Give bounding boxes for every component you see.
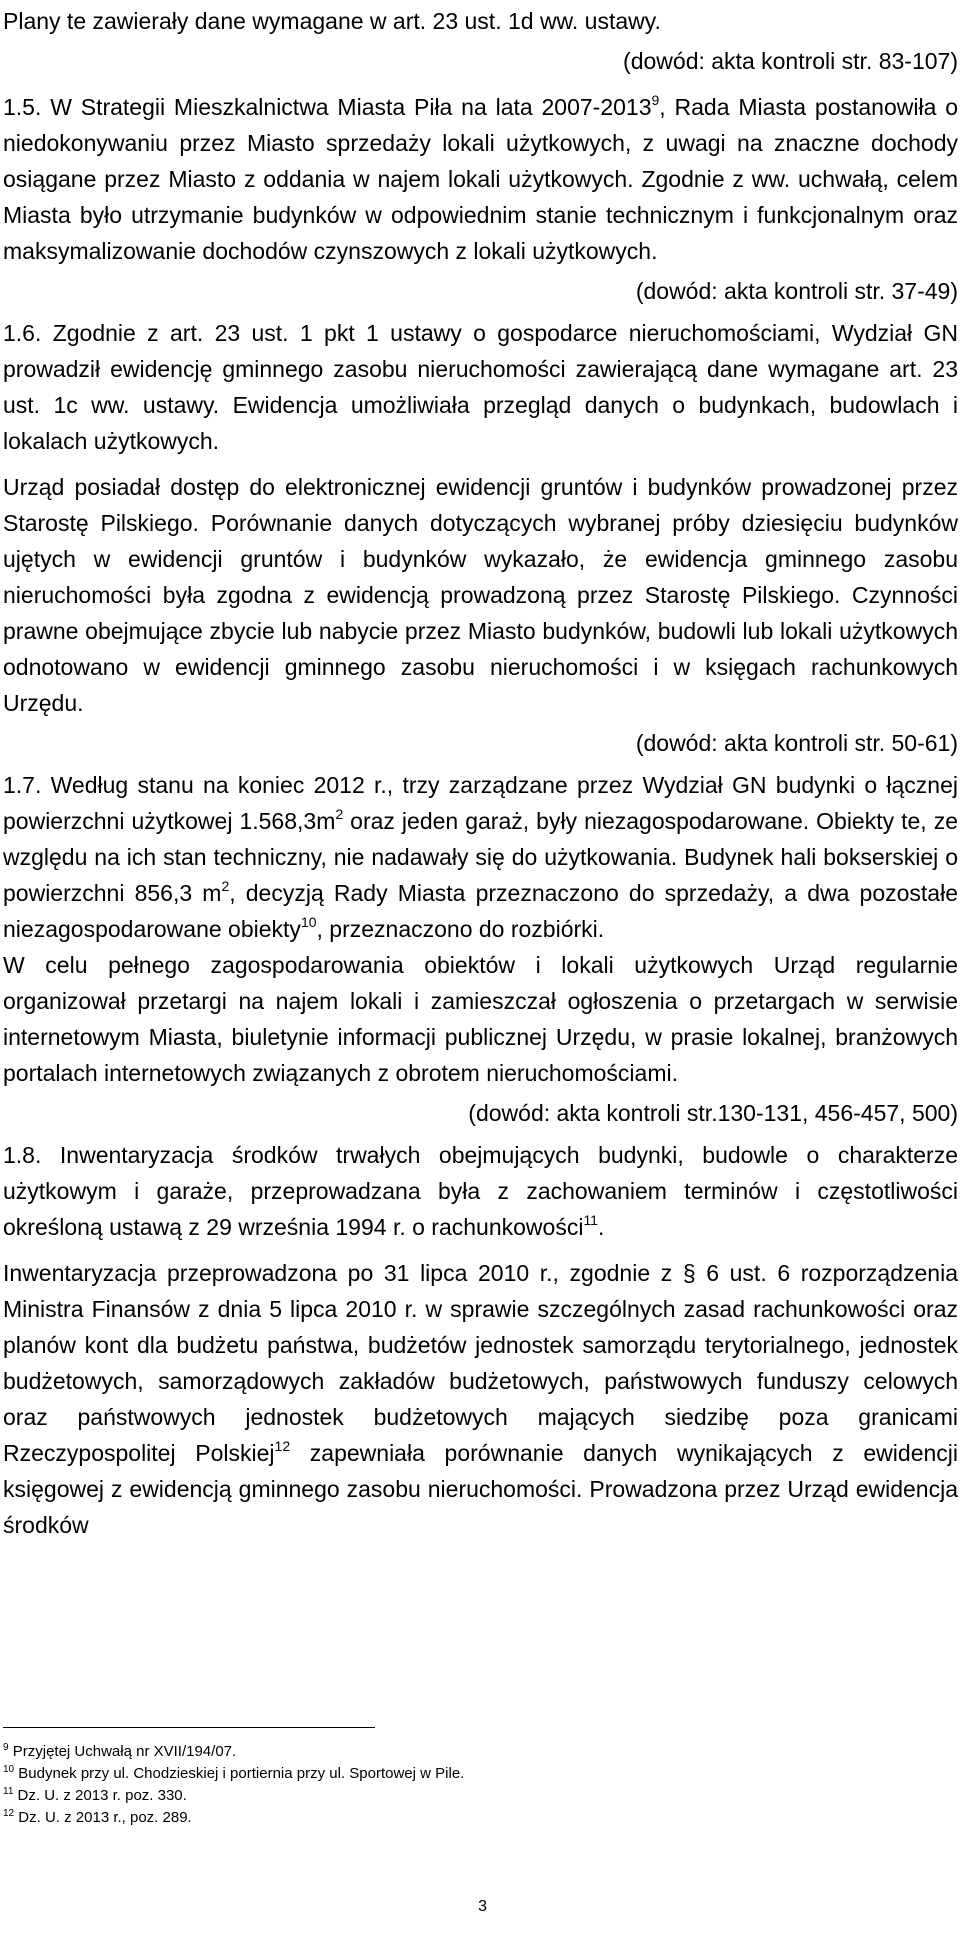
footnote-ref: 11 [583, 1212, 598, 1229]
footnote-ref: 10 [300, 914, 317, 931]
footnote-separator [3, 1727, 375, 1728]
page-number: 3 [478, 1898, 487, 1915]
paragraph-inventory: Inwentaryzacja przeprowadzona po 31 lipca 2010 r., zgodnie z § 6 ust. 6 rozporządzenia Ministra Finansów z dnia 5 lipca 2010 r. w sprawie szczególnych zasad rachunkowości oraz planów kont dla budżetu państwa, budżetów jednostek samorządu terytorialnego, jednostek budżetowych, samorządowych zakładów budżetowych, państwowych funduszy celowych oraz państwowych jednostek budżetowych mających siedzibę poza granicami Rzeczypospolitej Polskiej$^{12}$ zapewniała porównanie danych wynikających z ewidencji księgowej z ewidencją gminnego zasobu nieruchomości. Prowadzona przez Urząd ewidencja środków [3, 1260, 958, 1538]
document-body [3, 3, 958, 1543]
evidence-ref: (dowód: akta kontroli str. 83-107) [623, 48, 958, 74]
evidence-ref: (dowód: akta kontroli str.130-131, 456-457, 500) [468, 1100, 958, 1126]
paragraph-registry: Urząd posiadał dostęp do elektronicznej ewidencji gruntów i budynków prowadzonej przez Starostę Pilskiego. Porównanie danych dotyczących wybranej próby dziesięciu budynków ujętych w ewidencji gruntów i budynków wykazało, że ewidencja gminnego zasobu nieruchomości była zgodna z ewidencją prowadzoną przez Starostę Pilskiego. Czynności prawne obejmujące zbycie lub nabycie przez Miasto budynków, budowli lub lokali użytkowych odnotowano w ewidencji gminnego zasobu nieruchomości i w księgach rachunkowych Urzędu. [3, 474, 958, 716]
footnote-item: $^{12}$ Dz. U. z 2013 r., poz. 289. [3, 1808, 192, 1826]
paragraph-1-8: 1.8. Inwentaryzacja środków trwałych obejmujących budynki, budowle o charakterze użytkowym i garaże, przeprowadzana była z zachowaniem terminów i częstotliwości określoną ustawą z 29 września 1994 r. o rachunkowości$^{11}$. [3, 1142, 958, 1240]
paragraph-1-5: 1.5. W Strategii Mieszkalnictwa Miasta Piła na lata 2007-2013$^9$, Rada Miasta postanowiła o niedokonywaniu przez Miasto sprzedaży lokali użytkowych, z uwagi na znaczne dochody osiągane przez Miasto z oddania w najem lokali użytkowych. Zgodnie z ww. uchwałą, celem Miasta było utrzymanie budynków w odpowiednim stanie technicznym i funkcjonalnym oraz maksymalizowanie dochodów czynszowych z lokali użytkowych. [3, 92, 958, 264]
paragraph-tenders: W celu pełnego zagospodarowania obiektów i lokali użytkowych Urząd regularnie organizował przetargi na najem lokali i zamieszczał ogłoszenia o przetargach w serwisie internetowym Miasta, biuletynie informacji publicznej Urzędu, w prasie lokalnej, branżowych portalach internetowych związanych z obrotem nieruchomościami. [3, 952, 958, 1086]
footnotes [3, 1741, 953, 1829]
footnote-ref: 12 [274, 1438, 291, 1455]
evidence-ref: (dowód: akta kontroli str. 37-49) [635, 278, 958, 304]
footnote-ref: 9 [651, 92, 660, 109]
evidence-ref: (dowód: akta kontroli str. 50-61) [635, 730, 958, 756]
footnote-item: $^{10}$ Budynek przy ul. Chodzieskiej i portiernia przy ul. Sportowej w Pile. [3, 1764, 465, 1782]
paragraph-1-7: 1.7. Według stanu na koniec 2012 r., trzy zarządzane przez Wydział GN budynki o łącznej powierzchni użytkowej $1.568,3m^2$ oraz jeden garaż, były niezagospodarowane. Obiekty te, ze względu na ich stan techniczny, nie nadawały się do użytkowania. Budynek hali bokserskiej o powierzchni 856,3 $m^2$, decyzją Rady Miasta przeznaczono do sprzedaży, a dwa pozostałe niezagospodarowane obiekty$^{10}$, przeznaczono do rozbiórki. [3, 772, 959, 942]
footnote-item: $^{11}$ Dz. U. z 2013 r. poz. 330. [3, 1786, 187, 1804]
footnote-item: $^9$ Przyjętej Uchwałą nr XVII/194/07. [3, 1742, 237, 1760]
paragraph-plans: Plany te zawierały dane wymagane w art. 23 ust. 1d ww. ustawy. [3, 8, 661, 34]
paragraph-1-6: 1.6. Zgodnie z art. 23 ust. 1 pkt 1 ustawy o gospodarce nieruchomościami, Wydział GN prowadził ewidencję gminnego zasobu nieruchomości zawierającą dane wymagane art. 23 ust. 1c ww. ustawy. Ewidencja umożliwiała przegląd danych o budynkach, budowlach i lokalach użytkowych. [3, 320, 958, 454]
